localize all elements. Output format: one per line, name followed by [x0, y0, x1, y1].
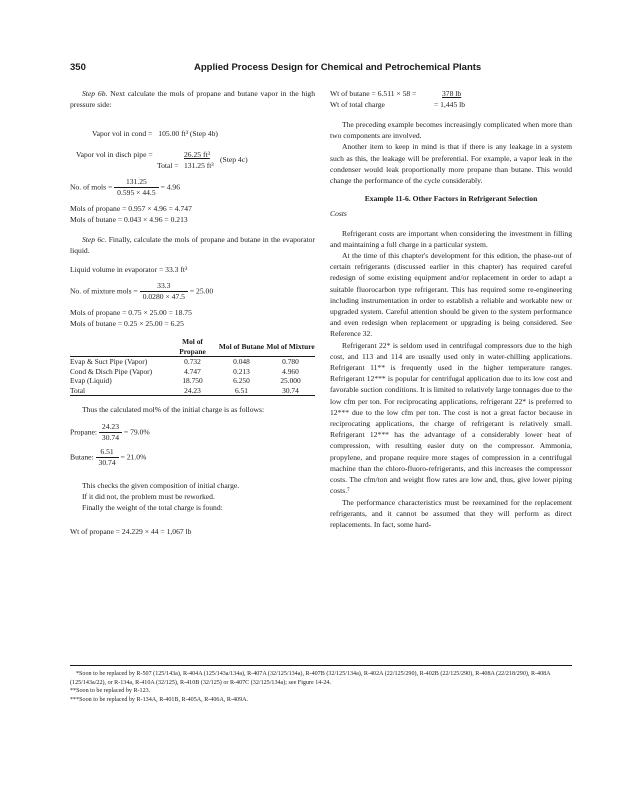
table-cell: 0.732 [168, 357, 217, 367]
mols-numerator: 131.25 [114, 177, 158, 188]
table-row [70, 376, 315, 386]
mixture-numerator: 33.3 [140, 281, 188, 292]
check-line-1: This checks the given composition of initial charge. [82, 480, 240, 490]
mols-propane: Mols of propane = 0.957 × 4.96 = 4.747 [70, 203, 192, 213]
propane-percent [70, 422, 315, 443]
paragraph-phaseout: At the time of this chapter's development for this edition, the phase-out of certain refrigerants (discussed earlier in this chapter) has required careful redesign of some existing equipment and/or replacement in order to adapt a suitable fluorocarbon type refrigerant. This has required some re-engineering including instrumentation in order to establish a reliable and workable new or upgraded system. Careful attention should be given to the system performance and even redesign when replacement or upgrading is being considered. See Reference 32. [330, 251, 572, 339]
mols-label: No. of mols = [70, 181, 113, 191]
page-number: 350 [70, 62, 86, 73]
wt-total-label: Wt of total charge [330, 100, 385, 109]
left-column [70, 88, 315, 537]
thus-paragraph: Thus the calculated mol% of the initial charge is as follows: [82, 405, 265, 415]
mols-propane-2: Mols of propane = 0.75 × 25.00 = 18.75 [70, 307, 192, 317]
vapor-cond-line [70, 128, 315, 139]
table-cell: 6.250 [233, 376, 250, 386]
mols-result: = 4.96 [160, 181, 181, 191]
vapor-disch-note: (Step 4c) [220, 154, 248, 164]
step6c-label: Step 6c. [82, 235, 107, 245]
right-column [330, 88, 572, 530]
table-header: Mol of Propane [179, 337, 206, 356]
butane-percent [70, 447, 315, 468]
example-title: Example 11-6. Other Factors in Refrigerant Selection [364, 194, 538, 204]
vapor-cond-value: 105.00 ft³ (Step 4b) [158, 129, 218, 139]
table-cell: 24.23 [168, 386, 217, 396]
table-cell: 4.747 [184, 366, 201, 376]
propane-fraction [99, 422, 122, 443]
wt-total-line [330, 99, 572, 110]
step6b-paragraph [70, 88, 315, 110]
propane-numerator: 24.23 [99, 422, 122, 433]
total-value: 131.25 ft³ [184, 160, 214, 170]
footnote-3: ***Soon to be replaced by R-134A, R-401B, R-405A, R-406A, R-409A. [70, 696, 249, 703]
butane-fraction [96, 447, 119, 468]
butane-result: = 21.0% [120, 451, 147, 461]
footnotes [70, 665, 572, 704]
table-header [70, 337, 168, 357]
table-cell: 0.780 [266, 357, 315, 367]
wt-butane-value: 378 lb [442, 89, 462, 98]
vapor-disch-label: Vapor vol in disch pipe = [76, 149, 153, 159]
table-cell: Evap & Suct Pipe (Vapor) [70, 357, 168, 367]
table-row [70, 367, 315, 377]
table-cell: 18.750 [182, 376, 203, 386]
check-line-2: If it did not, the problem must be reworked. [82, 491, 215, 501]
wt-propane: Wt of propane = 24.229 × 44 = 1,067 lb [70, 527, 192, 537]
wt-total-value: = 1,445 lb [434, 100, 466, 109]
butane-denominator: 30.74 [98, 457, 116, 467]
table-row [70, 386, 315, 396]
step6b-label: Step 6b. [82, 89, 108, 98]
table-cell: 4.960 [282, 366, 299, 376]
paragraph-performance: The performance characteristics must be reexamined for the replacement refrigerants, and it cannot be assumed that they will perform as direct replacements. In fact, some hard- [330, 497, 572, 529]
propane-denominator: 30.74 [101, 432, 119, 442]
butane-numerator: 6.51 [96, 447, 119, 458]
step6c-text: Finally, calculate the mols of propane and butane in the evaporator liquid. [70, 235, 315, 256]
paragraph-leakage: Another item to keep in mind is that if there is any leakage in a system such as this, the leakage will be preferential. For example, a vapor leak in the condenser would leak proportionally more propane than butane. This would change the performance of the cycle considerably. [330, 142, 572, 186]
mols-fraction [114, 177, 158, 198]
table-cell: Cond & Disch Pipe (Vapor) [70, 366, 153, 376]
mixture-denominator: 0.0280 × 47.5 [142, 291, 185, 301]
table-cell: 30.74 [266, 386, 315, 396]
table-header: Mol of Mixture [266, 341, 315, 351]
mixture-label: No. of mixture mols = [70, 285, 138, 295]
wt-butane-label: Wt of butane = 6.511 × 58 = [330, 89, 417, 98]
propane-label: Propane: [70, 426, 97, 436]
table-cell: Total [70, 386, 168, 396]
table-cell: 0.213 [233, 366, 250, 376]
propane-result: = 79.0% [123, 426, 150, 436]
table-cell: 0.048 [217, 357, 266, 367]
table-cell: 25.000 [280, 376, 301, 386]
step6c-paragraph [70, 234, 315, 256]
mols-butane: Mols of butane = 0.043 × 4.96 = 0.213 [70, 214, 188, 224]
book-title: Applied Process Design for Chemical and Petrochemical Plants [194, 62, 482, 73]
liquid-volume: Liquid volume in evaporator = 33.3 ft³ [70, 265, 188, 275]
step6b-text: Next calculate the mols of propane and butane vapor in the high pressure side: [70, 89, 315, 110]
mols-equation [70, 177, 315, 198]
costs-heading: Costs [330, 209, 347, 219]
page-header [70, 62, 570, 76]
butane-label: Butane: [70, 451, 94, 461]
check-line-3: Finally the weight of the total charge is found: [82, 503, 223, 513]
mols-butane-2: Mols of butane = 0.25 × 25.00 = 6.25 [70, 318, 184, 328]
footnote-2: **Soon to be replaced by R-123. [70, 688, 151, 695]
footnote-1: *Soon to be replaced by R-507 (125/143a), R-404A (125/143a/134a), R-407A (32/125/134a), R-407B (32/125/134a), R-402A (22/125/290), R-402B (22/125/290), R-408A (22/218/290), R-408A (125/143a/22), or R-134a, R-410A (32/125), R-410B (32/125) or R-407C (32/125/134a); see Figure 14-24. [70, 671, 551, 686]
paragraph-costs: Refrigerant costs are important when considering the investment in filling and maintaining a full charge in a particular system. [330, 228, 572, 249]
mixture-fraction [140, 281, 188, 302]
table-cell: Evap (Liquid) [70, 376, 112, 386]
vapor-disch-value: 26.25 ft³ [184, 149, 210, 159]
wt-butane-line [330, 88, 572, 99]
mixture-result: = 25.00 [189, 285, 214, 295]
vapor-disch-block [70, 149, 315, 173]
paragraph-preceding: The preceding example becomes increasingly complicated when more than two components are involved. [330, 120, 572, 141]
table-header: Mol of Butane [218, 341, 265, 351]
vapor-cond-label: Vapor vol in cond = [92, 129, 153, 139]
mols-table [70, 337, 315, 396]
table-header-row [70, 337, 315, 357]
table-row [70, 357, 315, 367]
total-label: Total = [157, 160, 179, 170]
table-cell: 6.51 [217, 386, 266, 396]
paragraph-refrigerants: Refrigerant 22* is seldom used in centrifugal compressors due to the high cost, and 113 and 114 are usually used only in water-chilling applications. Refrigerant 11** is frequently used in the higher temperature ranges. Refrigerant 12*** is popular for centrifugal application due to its low cost and favorable suction conditions. It is limited to relatively large tonnages due to the low cfm per ton. For reciprocating applications, refrigerant 22* is preferred to 12*** due to the low cfm per ton. The cost is not a great factor because in reciprocating applications, the charge of refrigerant is relatively small. Refrigerant 12*** has the advantage of a considerably lower heat of compression, with resulting easier duty on the compressor. Ammonia, propylene, and propane require more stages of compression in a centrifugal machine than the chloro-fluoro-refrigerants, and this increases the compressor costs. The cfm/ton and weight flow rates are low and, thus, give lower piping costs.⁷ [330, 340, 572, 496]
mols-denominator: 0.595 × 44.5 [117, 187, 156, 197]
mixture-equation [70, 281, 315, 302]
